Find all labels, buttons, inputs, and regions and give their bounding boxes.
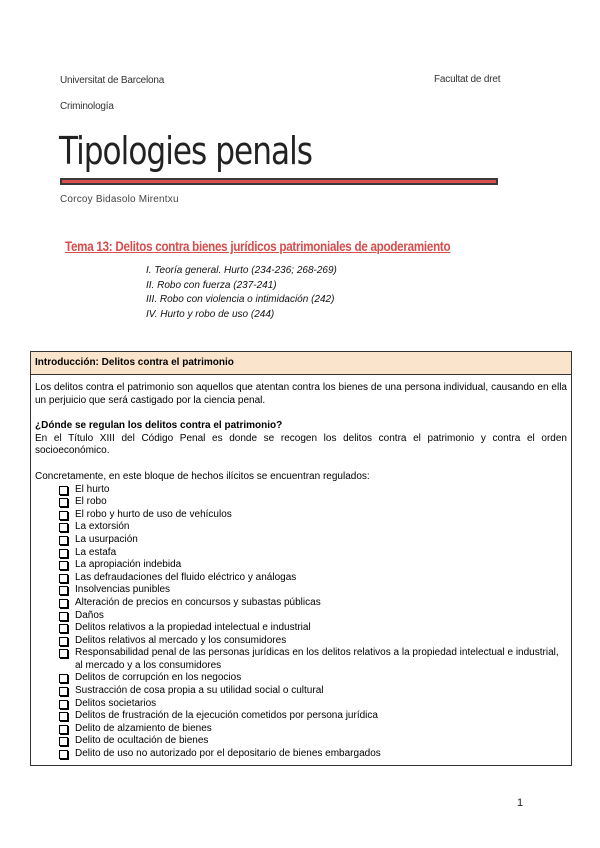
list-item-label: Las defraudaciones del fluido eléctrico y análogas: [75, 571, 297, 583]
toc-item: IV. Hurto y robo de uso (244): [146, 308, 275, 320]
list-item-label: El robo y hurto de uso de vehículos: [75, 508, 232, 520]
list-item-label: Responsabilidad penal de las personas jurídicas en los delitos relativos a la propiedad intelectual e industrial, al mercado y a los consumidores: [75, 647, 559, 671]
page-number: 1: [517, 797, 524, 809]
toc-item: III. Robo con violencia o intimidación (242): [146, 294, 335, 305]
list-intro: Concretamente, en este bloque de hechos ilícitos se encuentran regulados:: [35, 470, 370, 482]
list-item-label: Insolvencias punibles: [75, 584, 171, 596]
checkbox-bullet-icon: [59, 750, 68, 759]
tema-heading: Tema 13: Delitos contra bienes jurídicos patrimoniales de apoderamiento: [65, 239, 451, 254]
list-item-label: Sustracción de cosa propia a su utilidad social o cultural: [75, 685, 324, 697]
list-item: [59, 748, 567, 761]
list-item-label: Delito de alzamiento de bienes: [75, 722, 212, 734]
question-heading: ¿Dónde se regulan los delitos contra el patrimonio?: [35, 420, 283, 432]
list-item-label: Delitos relativos a la propiedad intelectual e industrial: [75, 622, 311, 634]
toc-item: I. Teoría general. Hurto (234-236; 268-269): [146, 265, 337, 276]
checkbox-bullet-icon: [59, 737, 68, 746]
crime-list: [35, 484, 567, 761]
list-item-label: Delito de ocultación de bienes: [75, 735, 209, 747]
list-item-label: La estafa: [75, 546, 117, 558]
list-item: [59, 685, 567, 698]
checkbox-bullet-icon: [59, 486, 68, 495]
title-rule: [60, 178, 498, 185]
list-item: [59, 710, 567, 723]
checkbox-bullet-icon: [59, 574, 68, 583]
checkbox-bullet-icon: [59, 674, 68, 683]
list-item: [59, 584, 567, 597]
intro-box-heading: Introducción: Delitos contra el patrimonio: [31, 352, 571, 375]
checkbox-bullet-icon: [59, 725, 68, 734]
list-item: [59, 559, 567, 572]
list-item-label: Delitos societarios: [75, 697, 157, 709]
checkbox-bullet-icon: [59, 637, 68, 646]
list-item: [59, 698, 567, 711]
checkbox-bullet-icon: [59, 511, 68, 520]
list-item-label: Alteración de precios en concursos y subastas públicas: [75, 596, 321, 608]
list-item: [59, 572, 567, 585]
list-item: [59, 496, 567, 509]
checkbox-bullet-icon: [59, 586, 68, 595]
list-item: [59, 597, 567, 610]
checkbox-bullet-icon: [59, 536, 68, 545]
intro-paragraph: Los delitos contra el patrimonio son aquellos que atentan contra los bienes de una persona individual, causando en ella un perjuicio que será castigado por la ciencia penal.: [35, 382, 567, 406]
list-item: [59, 484, 567, 497]
list-item: [59, 735, 567, 748]
toc-item: II. Robo con fuerza (237-241): [146, 279, 277, 291]
list-item: [59, 672, 567, 685]
checkbox-bullet-icon: [59, 523, 68, 532]
list-item: [59, 635, 567, 648]
list-item-label: La apropiación indebida: [75, 559, 182, 571]
list-item-label: El robo: [75, 496, 107, 508]
list-item-label: La extorsión: [75, 521, 130, 533]
list-item-label: El hurto: [75, 483, 110, 495]
list-item: [59, 610, 567, 623]
university-name: Universitat de Barcelona: [60, 75, 165, 86]
list-item: [59, 647, 567, 672]
checkbox-bullet-icon: [59, 712, 68, 721]
checkbox-bullet-icon: [59, 649, 68, 658]
checkbox-bullet-icon: [59, 687, 68, 696]
checkbox-bullet-icon: [59, 700, 68, 709]
checkbox-bullet-icon: [59, 549, 68, 558]
checkbox-bullet-icon: [59, 498, 68, 507]
list-item-label: Delitos relativos al mercado y los consumidores: [75, 634, 287, 646]
list-item-label: Daños: [75, 609, 104, 621]
list-item: [59, 723, 567, 736]
list-item: [59, 521, 567, 534]
faculty-name: Facultat de dret: [434, 74, 501, 85]
list-item-label: La usurpación: [75, 533, 138, 545]
list-item: [59, 509, 567, 522]
intro-box: [30, 351, 572, 766]
list-item: [59, 547, 567, 560]
list-item-label: Delitos de corrupción en los negocios: [75, 672, 242, 684]
intro-box-body: [31, 375, 571, 761]
answer-paragraph: En el Título XIII del Código Penal es donde se recogen los delitos contra el patrimonio y contra el orden socioeconómico.: [35, 432, 567, 457]
program-name: Criminología: [60, 101, 114, 112]
list-item-label: Delito de uso no autorizado por el depositario de bienes embargados: [75, 748, 381, 760]
checkbox-bullet-icon: [59, 599, 68, 608]
checkbox-bullet-icon: [59, 561, 68, 570]
list-item: [59, 622, 567, 635]
header-left: [60, 74, 164, 126]
checkbox-bullet-icon: [59, 612, 68, 621]
document-title: Tipologies penals: [59, 129, 313, 173]
list-item: [59, 534, 567, 547]
checkbox-bullet-icon: [59, 624, 68, 633]
author-name: Corcoy Bidasolo Mirentxu: [60, 194, 179, 205]
list-item-label: Delitos de frustración de la ejecución cometidos por persona jurídica: [75, 710, 378, 722]
table-of-contents: [146, 264, 337, 322]
